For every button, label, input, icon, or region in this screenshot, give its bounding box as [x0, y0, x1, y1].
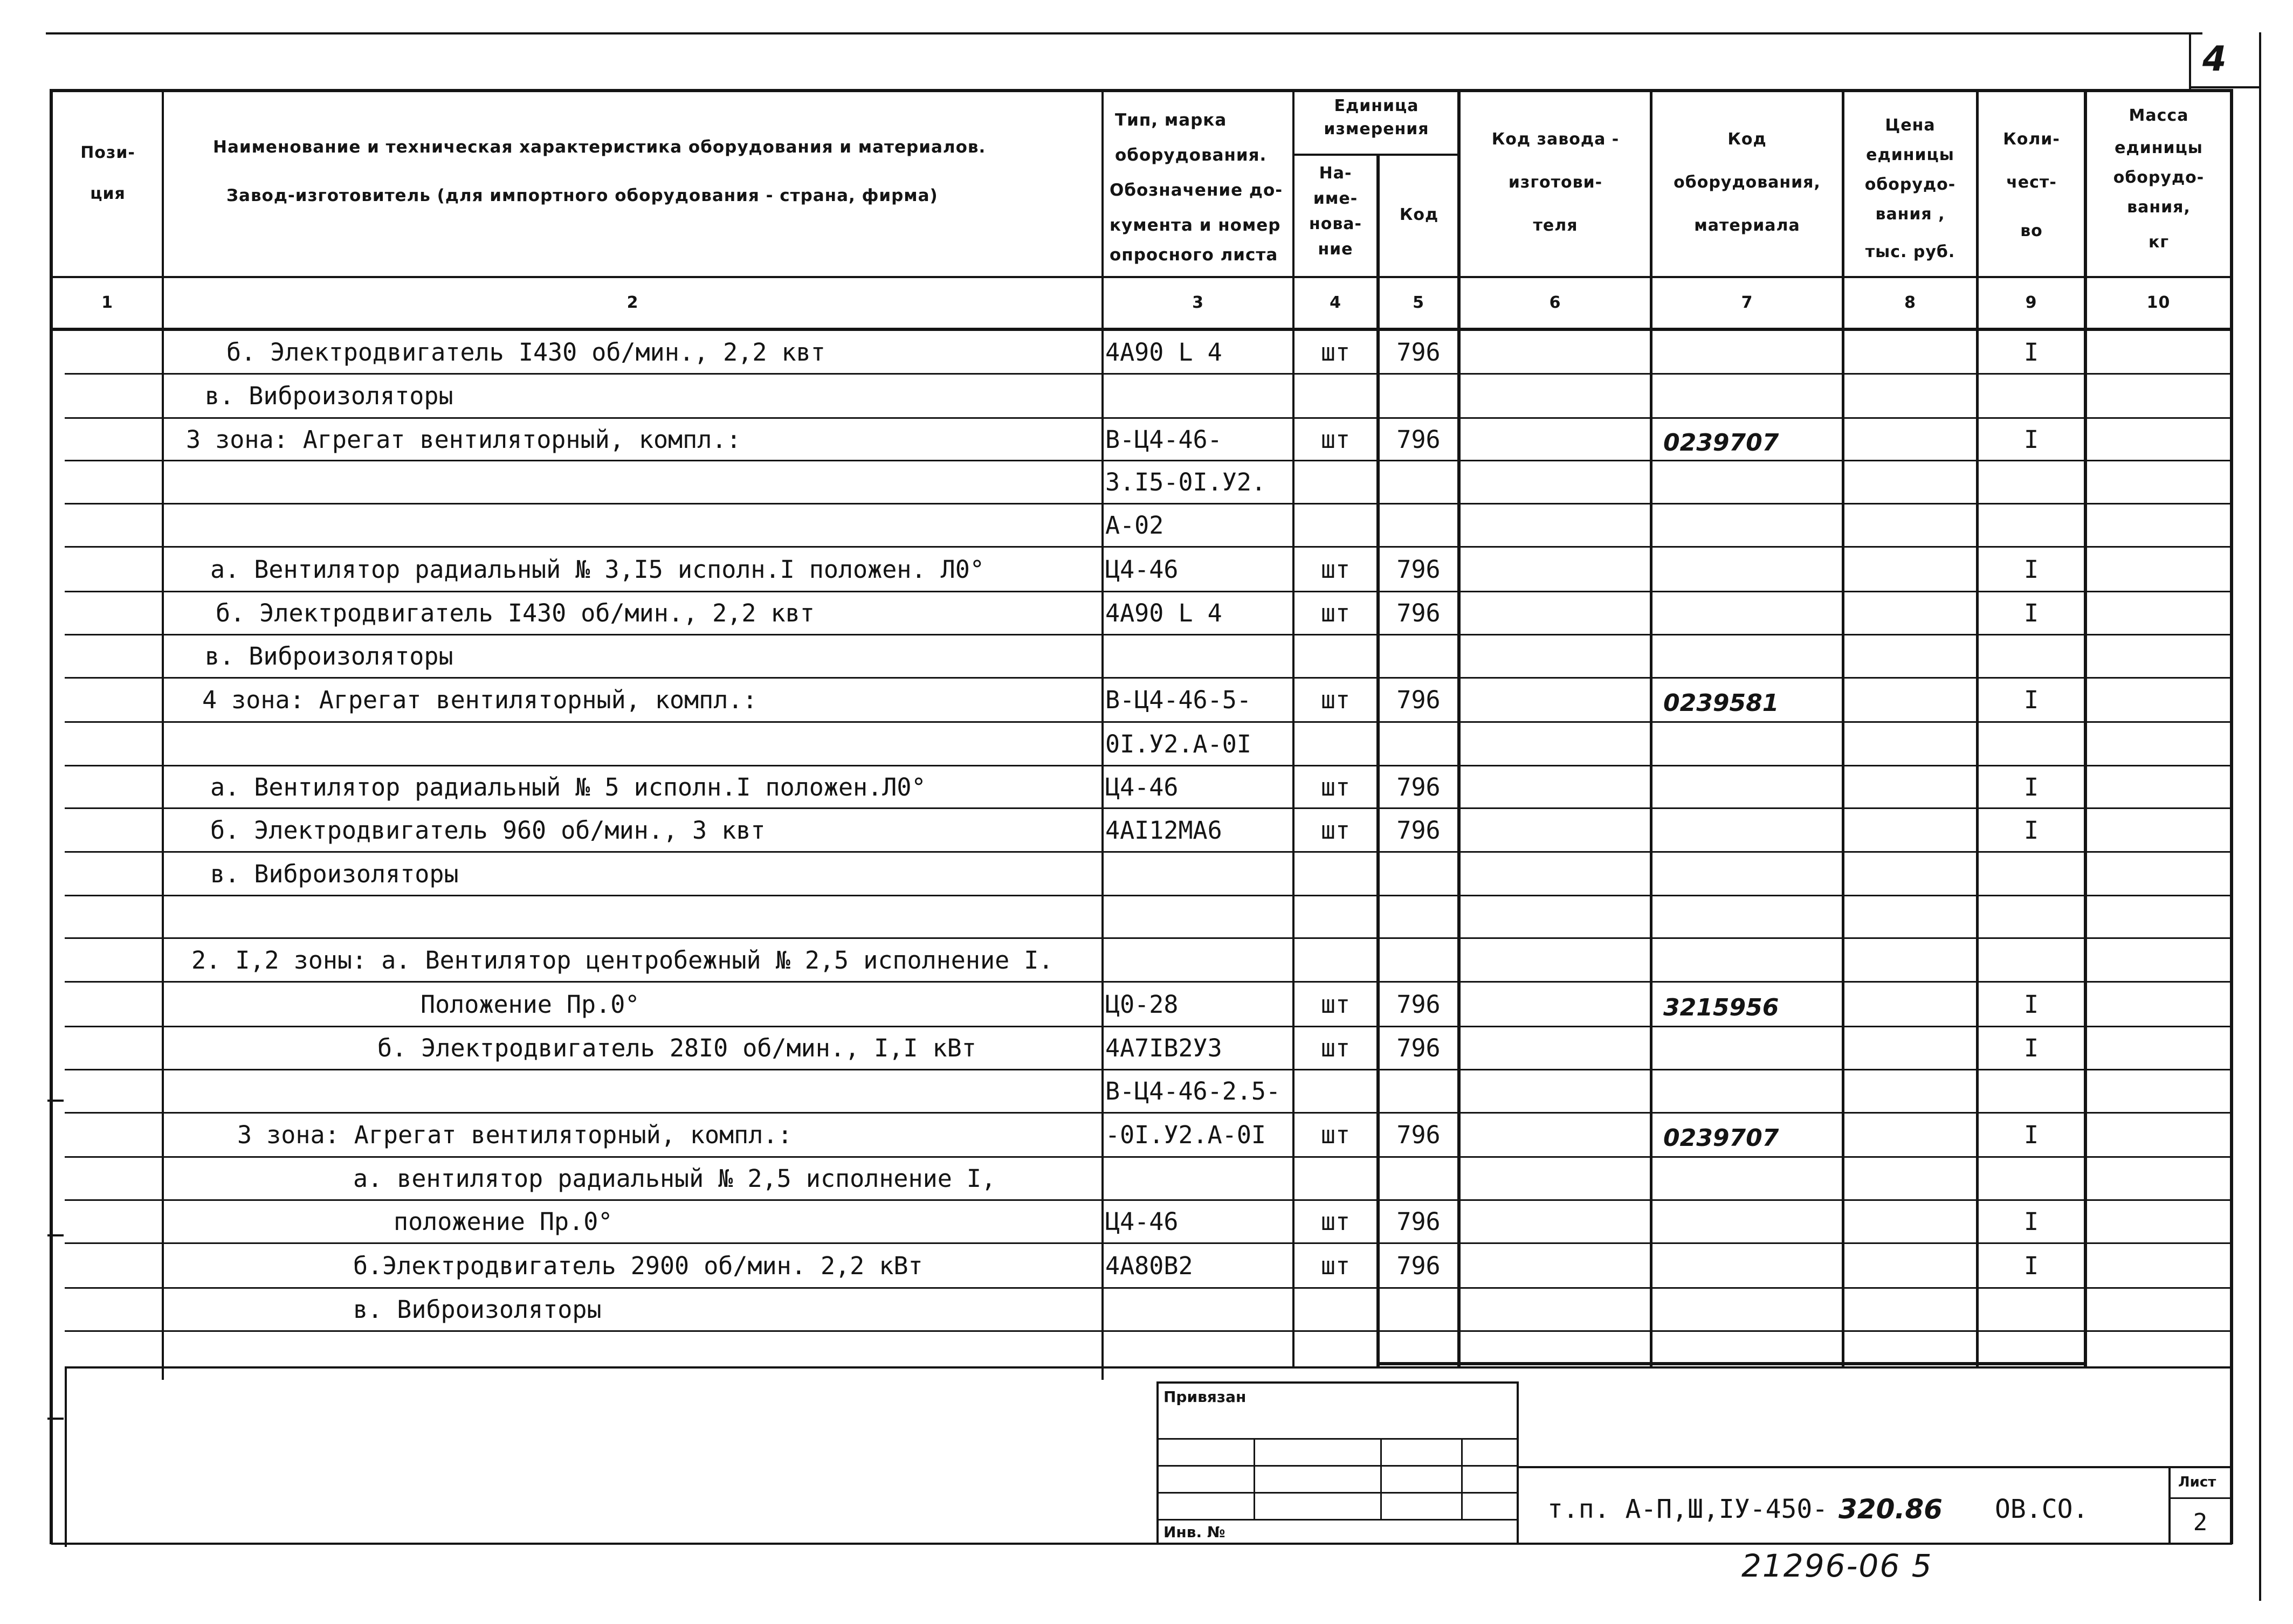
row-type: 4А7IВ2У3	[1105, 1034, 1222, 1062]
header-col3-line4: кумента и номер	[1110, 216, 1281, 235]
row-name: а. Вентилятор радиальный № 3,I5 исполн.I положен. Л0°	[210, 555, 984, 584]
row-type: А-02	[1105, 511, 1164, 540]
row-quantity: I	[2023, 1207, 2039, 1236]
row-name: 2. I,2 зоны: а. Вентилятор центробежный № 2,5 исполнение I.	[191, 945, 1053, 975]
row-quantity: I	[2023, 1251, 2039, 1280]
row-unit	[1294, 896, 1376, 939]
row-type: 4А90 L 4	[1105, 338, 1222, 367]
row-equipment-code: 0239707	[1663, 1124, 1779, 1152]
row-code	[1380, 461, 1457, 504]
col-number-4: 4	[1330, 293, 1341, 312]
header-col8-line2: единицы	[1866, 146, 1954, 164]
row-code: 796	[1396, 425, 1441, 454]
row-unit: шт	[1320, 599, 1351, 627]
header-col4-line1: На-	[1319, 164, 1352, 183]
row-name: а. вентилятор радиальный № 2,5 исполнение I,	[353, 1164, 996, 1193]
row-type: -0I.У2.А-0I	[1105, 1121, 1266, 1149]
row-code	[1380, 1288, 1457, 1331]
row-quantity: I	[2023, 1121, 2039, 1149]
header-col8-line3: оборудо-	[1864, 175, 1956, 194]
row-code	[1380, 896, 1457, 939]
row-name: в. Виброизоляторы	[353, 1295, 602, 1324]
stamp-sheet-number: 2	[2193, 1509, 2208, 1536]
row-unit	[1294, 939, 1376, 982]
header-col3-line5: опросного листа	[1110, 245, 1278, 265]
row-code	[1380, 1070, 1457, 1113]
row-unit	[1294, 504, 1376, 547]
col-number-6: 6	[1549, 293, 1561, 312]
header-col6-line1: Код завода -	[1491, 130, 1620, 149]
row-type: В-Ц4-46-2.5-	[1105, 1077, 1281, 1105]
row-quantity	[1979, 853, 2084, 896]
bottom-document-number: 21296-06 5	[1741, 1547, 1933, 1584]
header-col7-line1: Код	[1727, 130, 1767, 149]
row-unit: шт	[1320, 1207, 1351, 1236]
row-type: 3.I5-0I.У2.	[1105, 468, 1266, 496]
header-unit-line2: измерения	[1324, 120, 1429, 139]
col-number-1: 1	[101, 293, 113, 312]
stamp-sheet-label: Лист	[2178, 1474, 2216, 1490]
row-name: б.Электродвигатель 2900 об/мин. 2,2 кВт	[353, 1251, 923, 1280]
header-col10-line5: кг	[2148, 233, 2170, 252]
col-number-9: 9	[2025, 293, 2037, 312]
row-name: 3 зона: Агрегат вентиляторный, компл.:	[186, 425, 741, 454]
row-name: положение Пр.0°	[394, 1207, 613, 1236]
row-unit: шт	[1320, 338, 1351, 367]
row-unit: шт	[1320, 990, 1351, 1019]
row-unit	[1294, 1288, 1376, 1331]
row-quantity	[1979, 375, 2084, 418]
row-type: 0I.У2.А-0I	[1105, 729, 1251, 758]
row-type: Ц4-46	[1105, 555, 1179, 584]
row-quantity	[1979, 1070, 2084, 1113]
row-quantity: I	[2023, 555, 2039, 584]
row-quantity: I	[2023, 599, 2039, 627]
row-unit	[1294, 375, 1376, 418]
row-unit: шт	[1320, 1251, 1351, 1280]
row-code	[1380, 723, 1457, 766]
header-col10-line1: Масса	[2129, 106, 2189, 125]
row-code: 796	[1396, 772, 1441, 801]
row-unit	[1294, 461, 1376, 504]
row-unit: шт	[1320, 1034, 1351, 1062]
header-col10-line2: единицы	[2115, 139, 2203, 157]
row-code	[1380, 1157, 1457, 1200]
row-unit: шт	[1320, 686, 1351, 714]
row-code	[1380, 635, 1457, 678]
header-col10-line3: оборудо-	[2113, 168, 2205, 187]
row-quantity: I	[2023, 816, 2039, 845]
stamp-inv-label: Инв. №	[1163, 1523, 1225, 1541]
col-number-7: 7	[1741, 293, 1753, 312]
header-col3-line1: Тип, марка	[1115, 110, 1227, 130]
row-type: 4А90 L 4	[1105, 599, 1222, 627]
stamp-designation: т.п. А-П,Ш,IУ-450-	[1547, 1494, 1828, 1524]
row-type: В-Ц4-46-5-	[1105, 686, 1251, 714]
header-col4-line2: име-	[1313, 189, 1358, 208]
row-quantity	[1979, 896, 2084, 939]
row-name: в. Виброизоляторы	[205, 642, 453, 671]
row-quantity: I	[2023, 990, 2039, 1019]
row-unit: шт	[1320, 555, 1351, 584]
row-quantity: I	[2023, 1034, 2039, 1062]
row-code: 796	[1396, 599, 1441, 627]
header-col7-line3: материала	[1694, 216, 1800, 235]
header-col2-line1: Наименование и техническая характеристика оборудования и материалов.	[213, 137, 986, 157]
row-code	[1380, 939, 1457, 982]
header-col9-line3: во	[2020, 222, 2043, 240]
row-quantity	[1979, 939, 2084, 982]
row-code: 796	[1396, 990, 1441, 1019]
row-unit	[1294, 1070, 1376, 1113]
col-number-10: 10	[2146, 293, 2171, 312]
row-type: 4АI12МА6	[1105, 816, 1222, 845]
row-code: 796	[1396, 1121, 1441, 1149]
stamp-section: ОВ.СО.	[1995, 1494, 2089, 1524]
row-code	[1380, 853, 1457, 896]
row-name: 3 зона: Агрегат вентиляторный, компл.:	[237, 1121, 793, 1149]
row-unit: шт	[1320, 425, 1351, 454]
header-col1-line2: ция	[90, 184, 126, 203]
row-quantity	[1979, 723, 2084, 766]
header-col4-line4: ние	[1318, 240, 1353, 259]
row-name: б. Электродвигатель 28I0 об/мин., I,I кВт	[377, 1034, 976, 1062]
row-equipment-code: 0239707	[1663, 429, 1779, 457]
row-code: 796	[1396, 686, 1441, 714]
row-name: 4 зона: Агрегат вентиляторный, компл.:	[202, 686, 758, 714]
row-code: 796	[1396, 555, 1441, 584]
row-code: 796	[1396, 338, 1441, 367]
row-unit: шт	[1320, 816, 1351, 845]
row-type: Ц4-46	[1105, 772, 1179, 801]
header-col9-line1: Коли-	[2003, 130, 2060, 149]
header-col8-line4: вания ,	[1875, 205, 1945, 224]
row-quantity: I	[2023, 686, 2039, 714]
row-unit	[1294, 635, 1376, 678]
col-number-8: 8	[1904, 293, 1916, 312]
row-name: б. Электродвигатель I430 об/мин., 2,2 квт	[226, 338, 825, 367]
header-col2-line2: Завод-изготовитель (для импортного оборудования - страна, фирма)	[226, 186, 938, 205]
row-quantity	[1979, 1157, 2084, 1200]
row-name: б. Электродвигатель 960 об/мин., 3 квт	[210, 816, 766, 845]
row-quantity: I	[2023, 425, 2039, 454]
header-col1-line1: Пози-	[80, 143, 135, 162]
row-type: Ц4-46	[1105, 1207, 1179, 1236]
row-type: В-Ц4-46-	[1105, 425, 1222, 454]
row-code: 796	[1396, 1207, 1441, 1236]
row-quantity: I	[2023, 338, 2039, 367]
header-col9-line2: чест-	[2006, 173, 2057, 192]
header-col5: Код	[1399, 205, 1439, 224]
row-equipment-code: 3215956	[1663, 993, 1779, 1021]
row-unit: шт	[1320, 772, 1351, 801]
row-name: б. Электродвигатель I430 об/мин., 2,2 квт	[216, 599, 815, 627]
row-unit: шт	[1320, 1121, 1351, 1149]
header-col3-line2: оборудования.	[1115, 146, 1267, 165]
row-code	[1380, 375, 1457, 418]
header-col6-line2: изготови-	[1508, 173, 1603, 192]
header-col3-line3: Обозначение до-	[1110, 181, 1283, 200]
header-col10-line4: вания,	[2127, 198, 2191, 217]
col-number-2: 2	[626, 293, 639, 312]
row-unit	[1294, 853, 1376, 896]
row-code: 796	[1396, 816, 1441, 845]
stamp-bound-label: Привязан	[1163, 1388, 1247, 1406]
stamp-designation-hand: 320.86	[1838, 1494, 1943, 1525]
row-quantity	[1979, 461, 2084, 504]
row-quantity	[1979, 635, 2084, 678]
header-col8-line5: тыс. руб.	[1865, 243, 1955, 261]
row-code: 796	[1396, 1251, 1441, 1280]
row-unit	[1294, 723, 1376, 766]
col-number-3: 3	[1192, 293, 1204, 312]
row-unit	[1294, 1157, 1376, 1200]
row-name: в. Виброизоляторы	[210, 859, 459, 888]
header-col4-line3: нова-	[1309, 215, 1362, 233]
header-col7-line2: оборудования,	[1674, 173, 1821, 192]
row-quantity	[1979, 504, 2084, 547]
row-code: 796	[1396, 1034, 1441, 1062]
row-name: в. Виброизоляторы	[205, 382, 453, 410]
row-equipment-code: 0239581	[1663, 689, 1779, 717]
header-col8-line1: Цена	[1885, 116, 1936, 135]
row-type: Ц0-28	[1105, 990, 1179, 1019]
row-type: 4А80В2	[1105, 1251, 1193, 1280]
header-col6-line3: теля	[1533, 216, 1578, 235]
row-quantity	[1979, 1288, 2084, 1331]
sheet-corner-number: 4	[2202, 39, 2227, 79]
row-code	[1380, 504, 1457, 547]
col-number-5: 5	[1413, 293, 1424, 312]
row-quantity: I	[2023, 772, 2039, 801]
row-name: а. Вентилятор радиальный № 5 исполн.I положен.Л0°	[210, 772, 926, 801]
header-unit-line1: Единица	[1334, 96, 1419, 115]
row-name: Положение Пр.0°	[421, 990, 640, 1019]
